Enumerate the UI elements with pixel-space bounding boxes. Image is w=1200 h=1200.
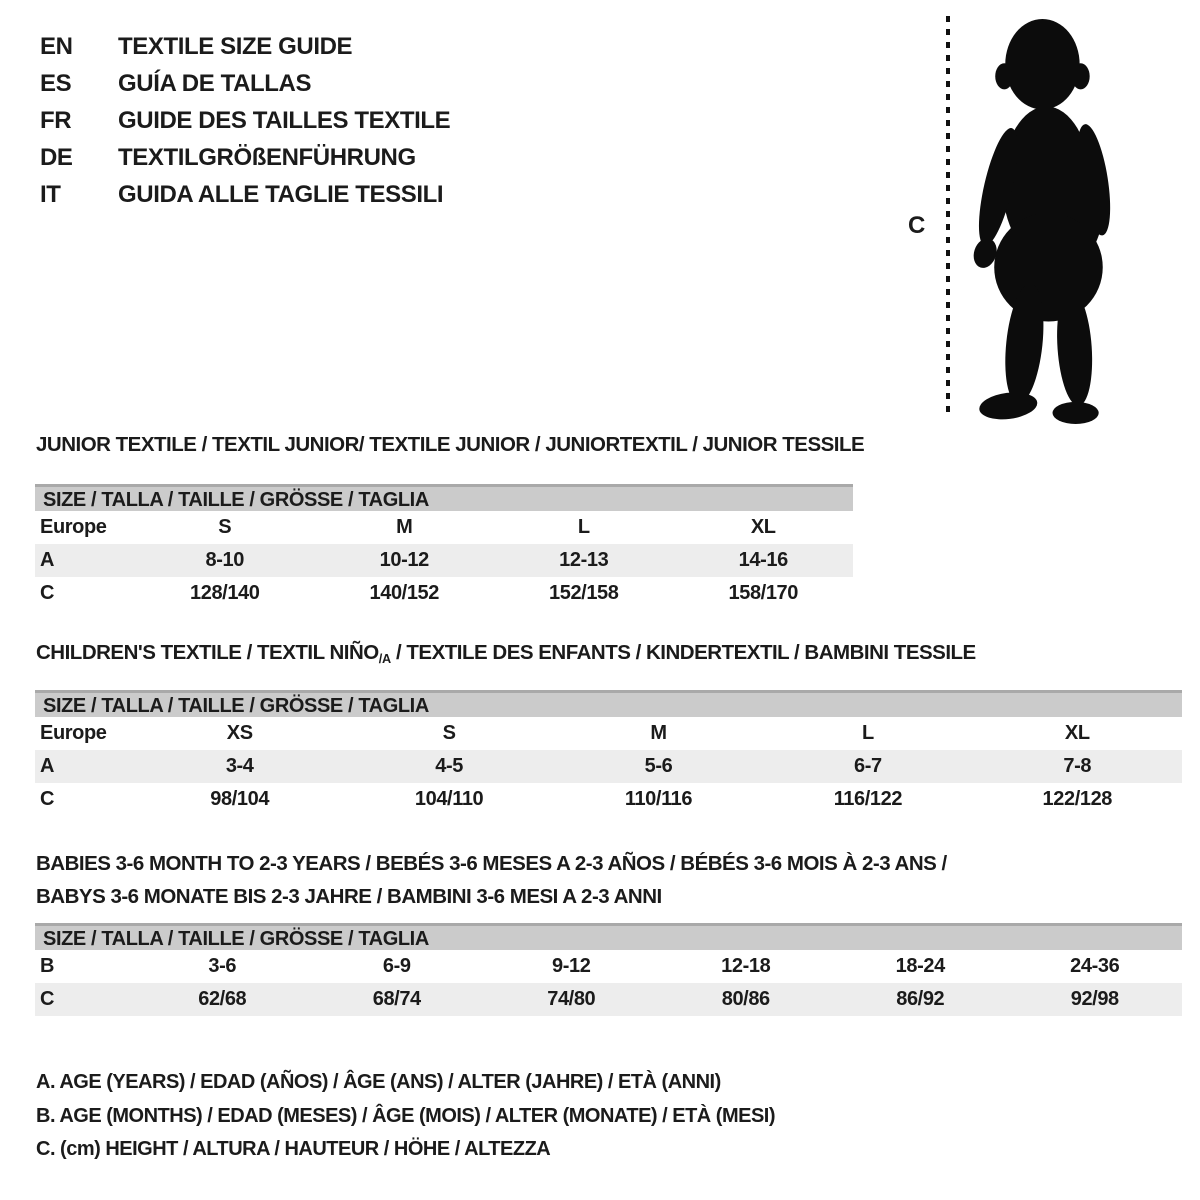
months-cell: 9-12 — [552, 955, 591, 977]
language-row — [40, 176, 450, 213]
age-cell: 10-12 — [379, 549, 429, 571]
toddler-silhouette-icon — [960, 14, 1145, 426]
size-cell: L — [861, 722, 874, 744]
language-code: IT — [40, 180, 61, 208]
height-cell: 122/128 — [1042, 788, 1113, 810]
language-title: TEXTILGRÖßENFÜHRUNG — [118, 143, 416, 171]
height-cell: 68/74 — [372, 988, 421, 1010]
height-cell: 92/98 — [1070, 988, 1119, 1010]
size-cell: M — [650, 722, 667, 744]
height-cell: 104/110 — [414, 788, 484, 810]
babies-title-line1: BABIES 3-6 MONTH TO 2-3 YEARS / BEBÉS 3-6 MESES A 2-3 AÑOS / BÉBÉS 3-6 MOIS À 2-3 ANS / — [36, 852, 947, 875]
height-cell: 74/80 — [547, 988, 596, 1010]
table-row-europe — [35, 717, 1182, 750]
months-cell: 6-9 — [382, 955, 411, 977]
children-size-table — [35, 690, 1182, 816]
size-table-header: SIZE / TALLA / TAILLE / GRÖSSE / TAGLIA — [35, 484, 853, 511]
size-cell: M — [396, 516, 413, 538]
row-label: A — [40, 755, 55, 777]
age-cell: 6-7 — [854, 755, 882, 777]
language-title: TEXTILE SIZE GUIDE — [118, 32, 353, 60]
row-label: C — [40, 788, 55, 810]
row-label: Europe — [40, 516, 107, 538]
junior-section-title: JUNIOR TEXTILE / TEXTIL JUNIOR/ TEXTILE JUNIOR / JUNIORTEXTIL / JUNIOR TESSILE — [36, 433, 865, 456]
babies-section-title — [36, 847, 947, 913]
legend — [36, 1066, 775, 1167]
size-cell: S — [442, 722, 456, 744]
table-row-height — [35, 577, 853, 610]
table-row-months — [35, 950, 1182, 983]
row-label: B — [40, 955, 55, 977]
height-cell: 80/86 — [721, 988, 770, 1010]
size-cell: XS — [226, 722, 253, 744]
height-measure-line — [946, 16, 950, 418]
language-list — [40, 28, 450, 213]
children-title-subscript: /A — [378, 651, 391, 666]
size-cell: XL — [750, 516, 776, 538]
language-row — [40, 139, 450, 176]
months-cell: 24-36 — [1070, 955, 1120, 977]
size-table-header: SIZE / TALLA / TAILLE / GRÖSSE / TAGLIA — [35, 923, 1182, 950]
language-title: GUIDA ALLE TAGLIE TESSILI — [118, 180, 444, 208]
row-label: C — [40, 988, 55, 1010]
height-cell: 98/104 — [210, 788, 270, 810]
table-row-europe — [35, 511, 853, 544]
months-cell: 18-24 — [895, 955, 945, 977]
age-cell: 3-4 — [225, 755, 254, 777]
size-cell: S — [218, 516, 232, 538]
row-label: A — [40, 549, 55, 571]
size-cell: XL — [1064, 722, 1090, 744]
size-table-header: SIZE / TALLA / TAILLE / GRÖSSE / TAGLIA — [35, 690, 1182, 717]
size-cell: L — [577, 516, 590, 538]
language-row — [40, 65, 450, 102]
children-title-text: CHILDREN'S TEXTILE / TEXTIL NIÑO — [36, 641, 379, 664]
age-cell: 12-13 — [559, 549, 609, 571]
height-cell: 158/170 — [728, 582, 798, 604]
language-code: ES — [40, 69, 72, 97]
legend-line-c: C. (cm) HEIGHT / ALTURA / HAUTEUR / HÖHE / ALTEZZA — [36, 1138, 551, 1160]
children-section-title — [36, 641, 976, 666]
table-row-age — [35, 544, 853, 577]
legend-line-a: A. AGE (YEARS) / EDAD (AÑOS) / ÂGE (ANS) / ALTER (JAHRE) / ETÀ (ANNI) — [36, 1071, 721, 1093]
language-row — [40, 28, 450, 65]
height-cell: 110/116 — [624, 788, 693, 810]
age-cell: 5-6 — [644, 755, 673, 777]
age-cell: 4-5 — [435, 755, 463, 777]
language-code: DE — [40, 143, 73, 171]
row-label: C — [40, 582, 55, 604]
age-cell: 8-10 — [205, 549, 244, 571]
babies-title-line2: BABYS 3-6 MONATE BIS 2-3 JAHRE / BAMBINI 3-6 MESI A 2-3 ANNI — [36, 885, 662, 908]
height-measure-label: C — [908, 212, 925, 239]
height-cell: 140/152 — [369, 582, 439, 604]
language-title: GUIDE DES TAILLES TEXTILE — [118, 106, 451, 134]
height-cell: 152/158 — [549, 582, 619, 604]
height-cell: 116/122 — [833, 788, 903, 810]
babies-size-table — [35, 923, 1182, 1016]
language-code: EN — [40, 32, 73, 60]
table-row-age — [35, 750, 1182, 783]
age-cell: 14-16 — [738, 549, 788, 571]
months-cell: 12-18 — [721, 955, 771, 977]
table-row-height — [35, 783, 1182, 816]
legend-line-b: B. AGE (MONTHS) / EDAD (MESES) / ÂGE (MOIS) / ALTER (MONATE) / ETÀ (MESI) — [36, 1104, 776, 1127]
age-cell: 7-8 — [1063, 755, 1092, 777]
height-cell: 86/92 — [896, 988, 945, 1010]
row-label: Europe — [40, 722, 107, 744]
height-cell: 62/68 — [198, 988, 247, 1010]
language-code: FR — [40, 106, 72, 134]
table-row-height — [35, 983, 1182, 1016]
junior-size-table — [35, 484, 853, 610]
months-cell: 3-6 — [208, 955, 237, 977]
language-row — [40, 102, 450, 139]
children-title-text: / TEXTILE DES ENFANTS / KINDERTEXTIL / BAMBINI TESSILE — [390, 641, 976, 664]
language-title: GUÍA DE TALLAS — [118, 69, 312, 97]
height-cell: 128/140 — [190, 582, 260, 604]
